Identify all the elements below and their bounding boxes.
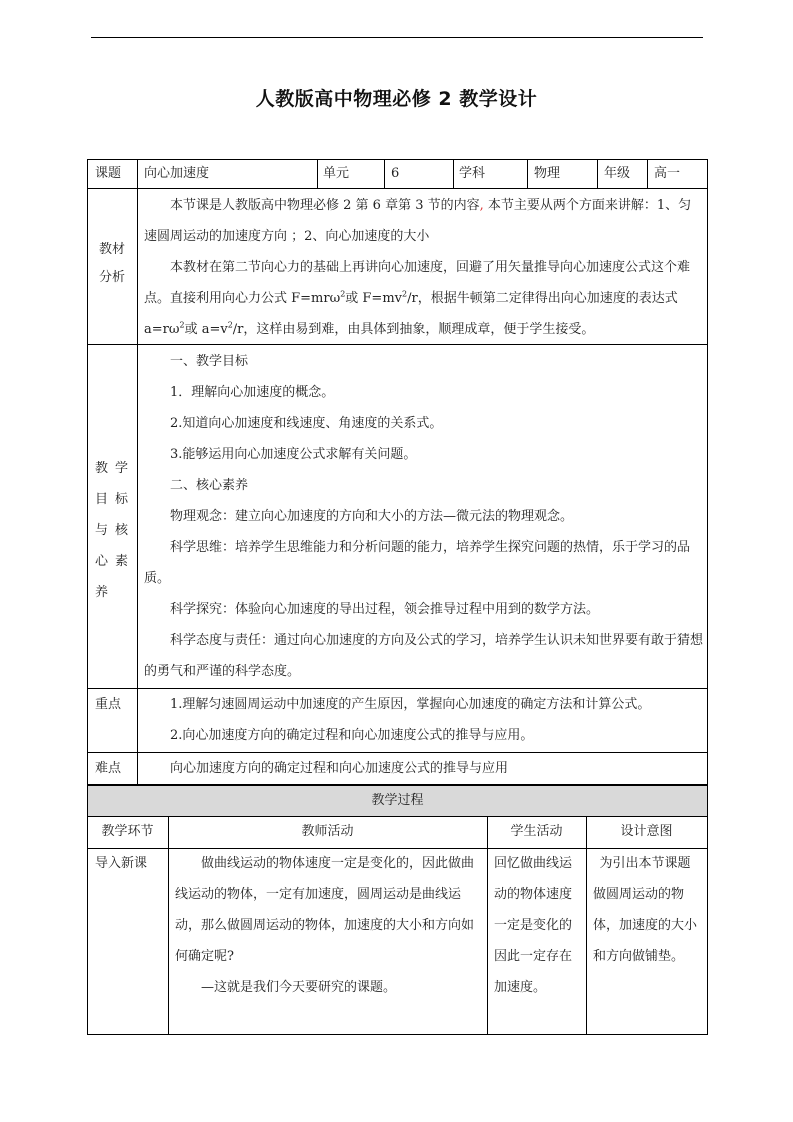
label-char: 目: [95, 492, 109, 507]
col-divider: [384, 159, 385, 188]
label-char: 标: [115, 492, 129, 507]
col-divider: [453, 159, 454, 188]
key-points-content: [144, 689, 704, 751]
col-header-student: 学生活动: [510, 824, 563, 839]
row-divider: [87, 188, 708, 189]
label-line: 教材: [98, 242, 125, 257]
analysis-paragraph-1: 本节课是人教版高中物理必修 2 第 6 章第 3 节的内容, 本节主要从两个方面来讲解：1、匀速圆周运动的加速度方向 ；2、向心加速度的大小: [144, 198, 692, 244]
difficulty-item: 向心加速度方向的确定过程和向心加速度公式的推导与应用: [170, 761, 509, 776]
goal-item: 3.能够运用向心加速度公式求解有关问题。: [170, 447, 417, 462]
document-title: 人教版高中物理必修 2 教学设计: [255, 88, 538, 110]
unit-value: 6: [391, 166, 400, 181]
literacy-item: 科学态度与责任：通过向心加速度的方向及公式的学习，培养学生认识未知世界要有敢于猜想的勇气和严谨的科学态度。: [144, 633, 704, 679]
topic-value: 向心加速度: [144, 166, 210, 181]
label-char: 心: [95, 554, 109, 569]
intent-paragraph: 为引出本节课题做圆周运动的物体，加速度的大小和方向做铺垫。: [593, 856, 698, 964]
literacy-item: 科学思维：培养学生思维能力和分析问题的能力，培养学生探究问题的热情，乐于学习的品质。: [144, 540, 691, 586]
process-section-title: 教学过程: [88, 786, 707, 816]
label-line: 分析: [98, 270, 125, 285]
col-header-stage: 教学环节: [101, 824, 154, 839]
objectives-label: [95, 453, 135, 608]
teacher-paragraph: 做曲线运动的物体速度一定是变化的，因此做曲线运动的物体，一定有加速度，圆周运动是曲线运动，那么做圆周运动的物体，加速度的大小和方向如何确定呢?: [175, 856, 475, 964]
label-char: 素: [115, 554, 129, 569]
material-analysis-content: [144, 190, 704, 345]
subject-label: 学科: [459, 166, 486, 181]
label-char: 与: [95, 523, 109, 538]
label-char: 养: [95, 585, 109, 600]
col-divider: [137, 159, 138, 785]
key-points-label: 重点: [95, 697, 122, 712]
col-divider: [647, 159, 648, 188]
difficulties-content: [144, 753, 704, 784]
col-divider: [168, 816, 169, 1035]
col-divider: [487, 816, 488, 1035]
difficulties-label: 难点: [95, 761, 122, 776]
col-divider: [586, 816, 587, 1035]
student-activity-cell: 回忆做曲线运动的物体速度一定是变化的因此一定存在加速度。: [494, 856, 573, 995]
literacy-heading: 二、核心素养: [170, 478, 249, 493]
literacy-item: 科学探究：体验向心加速度的导出过程，领会推导过程中用到的数学方法。: [170, 602, 600, 617]
material-analysis-label: [87, 236, 137, 292]
subject-value: 物理: [534, 166, 561, 181]
stage-cell: 导入新课: [95, 856, 148, 871]
teacher-activity-cell: [175, 848, 483, 1003]
label-char: 教: [95, 461, 109, 476]
analysis-paragraph-2: 本教材在第二节向心力的基础上再讲向心加速度，回避了用矢量推导向心加速度公式这个难点。直接利用向心力公式 F=mrω$^2$或 $F=mv^2/r$，根据牛顿第二定律得出向心加速度的表达式 $a=r\omega^2$或 $a=v^2/r$，这样由易到难，由具体到抽象，顺理成章，便于学生接受。: [144, 260, 691, 337]
label-char: 核: [115, 523, 129, 538]
topic-label: 课题: [95, 166, 122, 181]
design-intent-cell: [593, 848, 703, 972]
objectives-content: [144, 346, 704, 687]
goal-item: 1．理解向心加速度的概念。: [170, 385, 335, 400]
goal-item: 2.知道向心加速度和线速度、角速度的关系式。: [170, 416, 443, 431]
teacher-paragraph: —这就是我们今天要研究的课题。: [201, 980, 397, 995]
key-point-item: 2.向心加速度方向的确定过程和向心加速度公式的推导与应用。: [170, 728, 534, 743]
col-divider: [317, 159, 318, 188]
col-header-teacher: 教师活动: [301, 824, 354, 839]
objectives-heading: 一、教学目标: [170, 354, 249, 369]
col-divider: [597, 159, 598, 188]
unit-label: 单元: [323, 166, 350, 181]
literacy-item: 物理观念：建立向心加速度的方向和大小的方法—微元法的物理观念。: [170, 509, 574, 524]
key-point-item: 1.理解匀速圆周运动中加速度的产生原因，掌握向心加速度的确定方法和计算公式。: [170, 697, 651, 712]
header-rule: [91, 37, 703, 38]
col-header-intent: 设计意图: [620, 824, 673, 839]
col-divider: [527, 159, 528, 188]
grade-value: 高一: [654, 166, 681, 181]
label-char: 学: [115, 461, 129, 476]
grade-label: 年级: [604, 166, 631, 181]
